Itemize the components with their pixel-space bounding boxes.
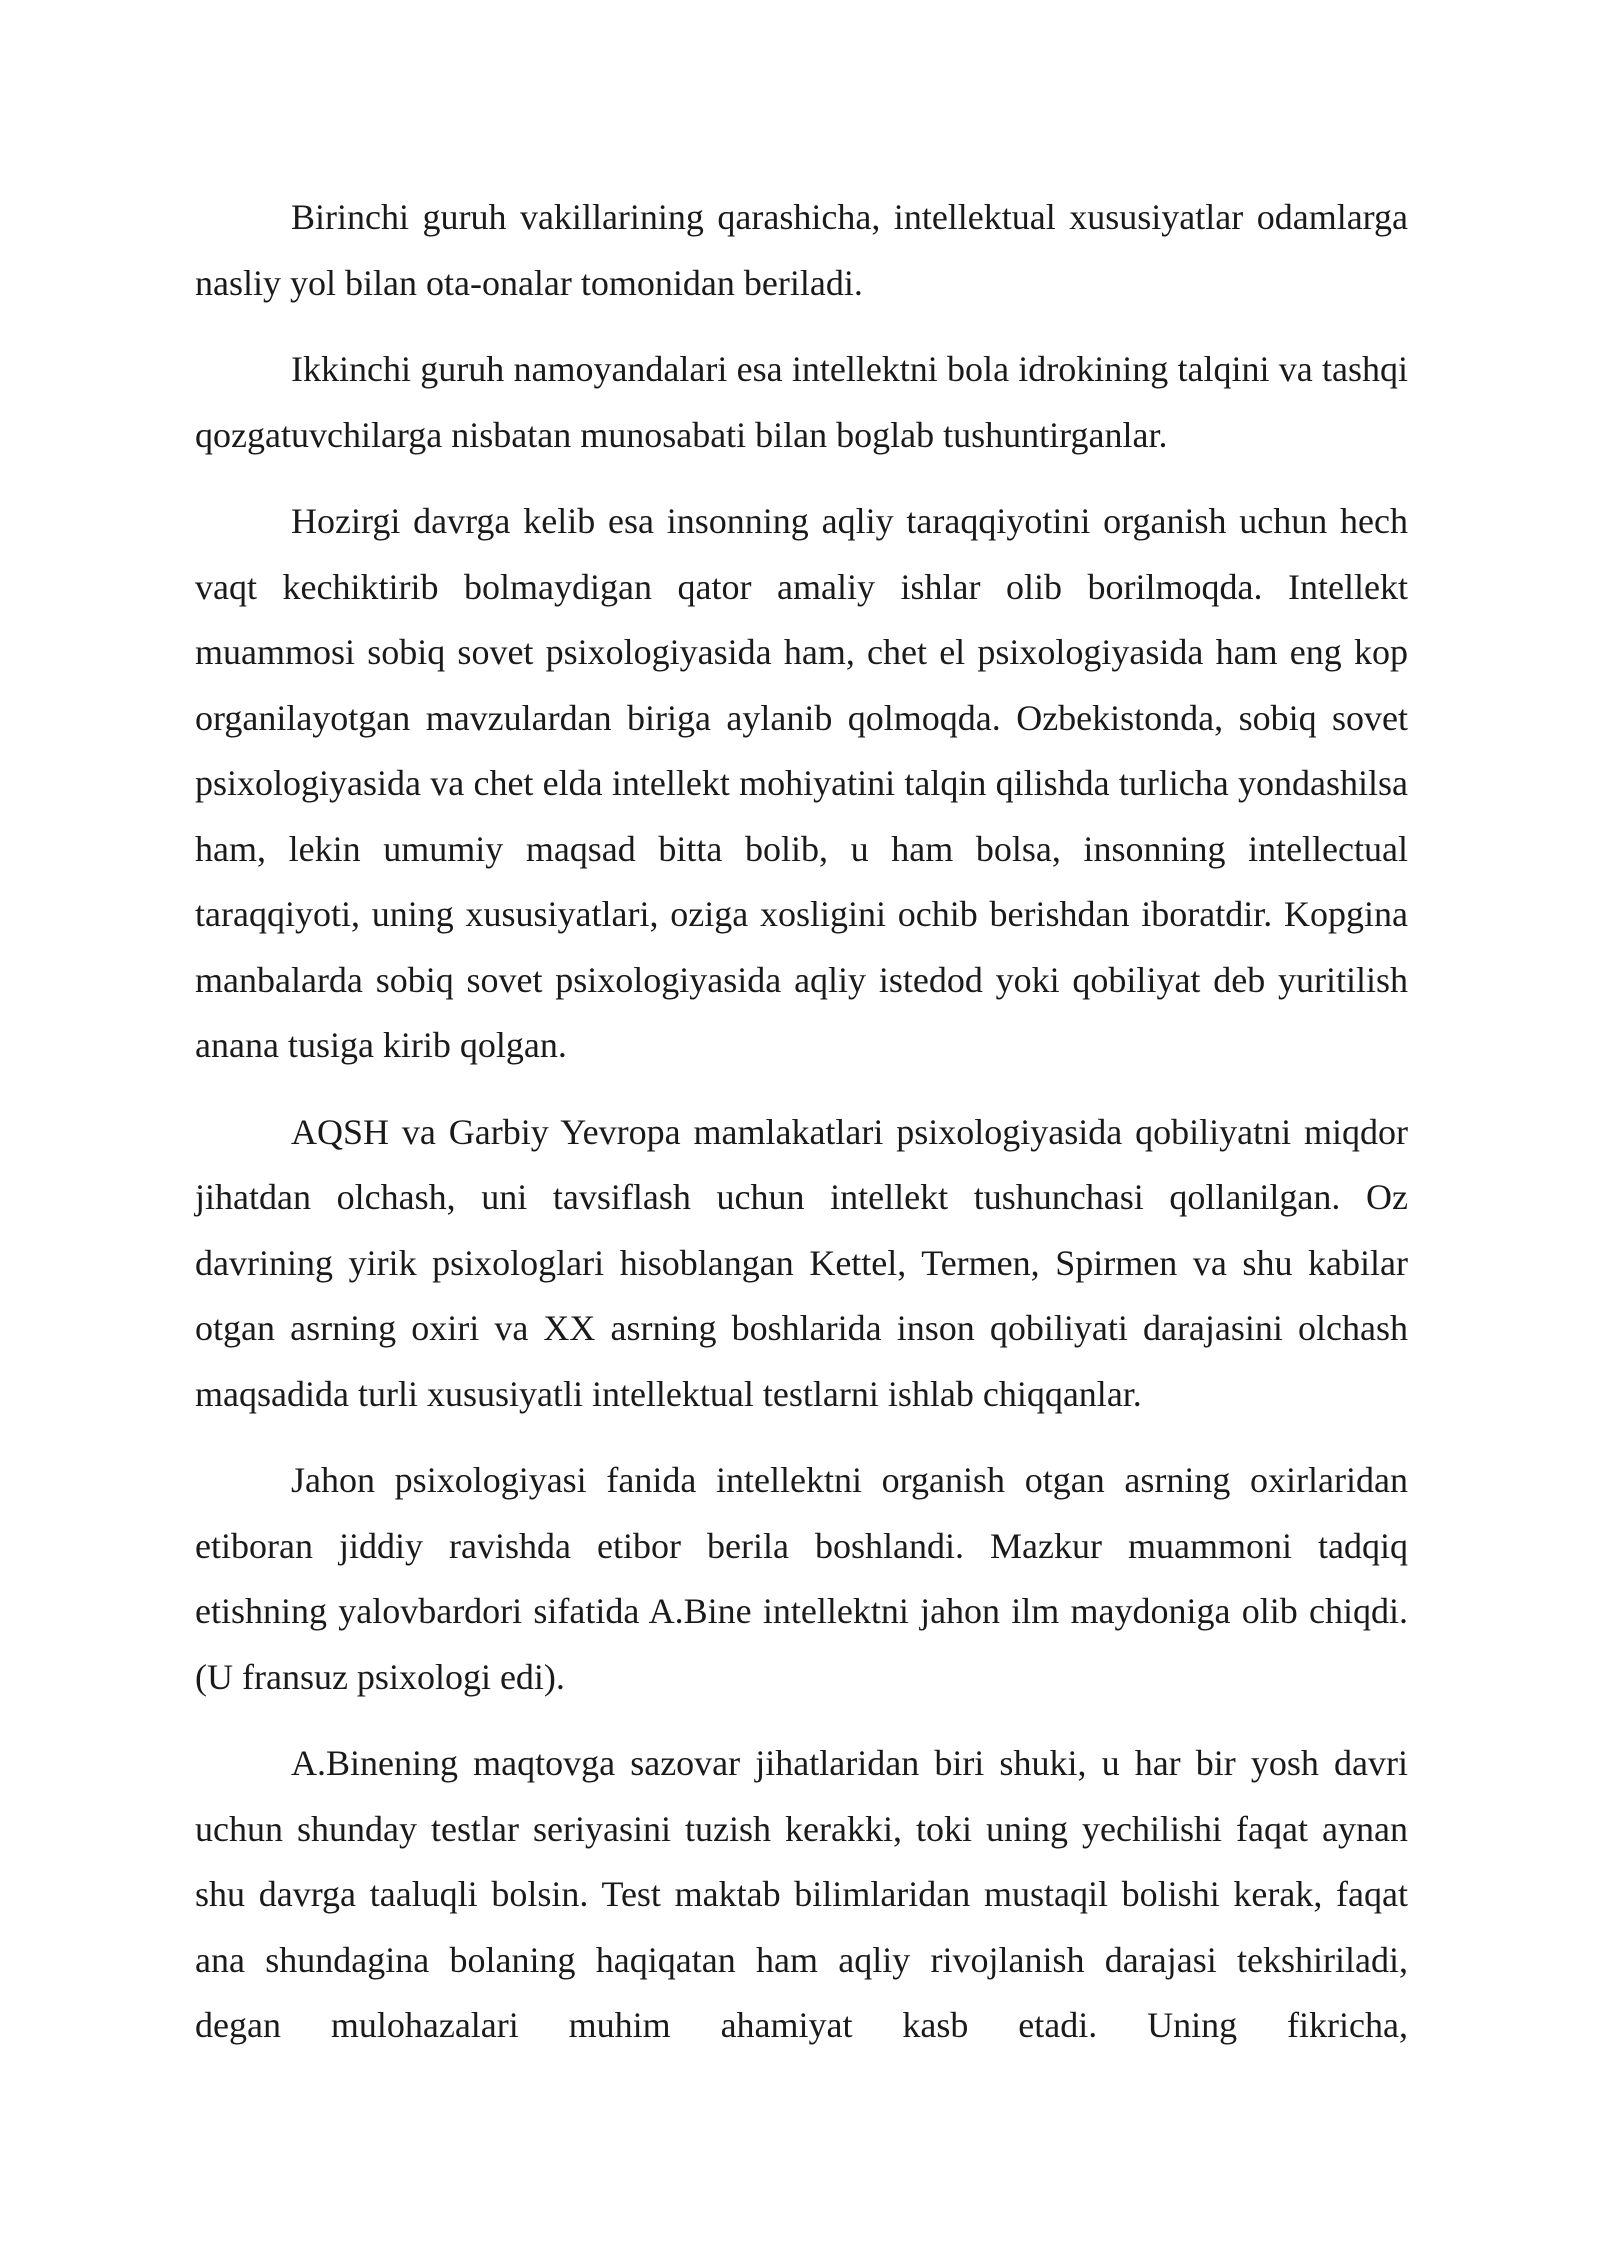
paragraph-2: Ikkinchi guruh namoyandalari esa intellektni bola idrokining talqini va tashqi qozgatuvchilarga nisbatan munosabati bilan boglab tushuntirganlar. bbox=[195, 349, 1408, 455]
paragraph-3: Hozirgi davrga kelib esa insonning aqliy taraqqiyotini organish uchun hech vaqt kechiktirib bolmaydigan qator amaliy ishlar olib borilmoqda. Intellekt muammosi sobiq sovet psixologiyasida ham, chet el psixologiyasida ham eng kop organilayotgan mavzulardan biriga aylanib qolmoqda. Ozbekistonda, sobiq sovet psixologiyasida va chet elda intellekt mohiyatini talqin qilishda turlicha yondashilsa ham, lekin umumiy maqsad bitta bolib, u ham bolsa, insonning intellectual taraqqiyoti, uning xususiyatlari, oziga xosligini ochib berishdan iboratdir. Kopgina manbalarda sobiq sovet psixologiyasida aqliy istedod yoki qobiliyat deb yuritilish anana tusiga kirib qolgan. bbox=[195, 501, 1408, 1065]
document-body bbox=[195, 185, 1408, 2059]
paragraph-1: Birinchi guruh vakillarining qarashicha, intellektual xususiyatlar odamlarga nasliy yol bilan ota-onalar tomonidan beriladi. bbox=[195, 197, 1408, 303]
paragraph-6: A.Binening maqtovga sazovar jihatlaridan biri shuki, u har bir yosh davri uchun shunday testlar seriyasini tuzish kerakki, toki uning yechilishi faqat aynan shu davrga taaluqli bolsin. Test maktab bilimlaridan mustaqil bolishi kerak, faqat ana shundagina bolaning haqiqatan ham aqliy rivojlanish darajasi tekshiriladi, degan mulohazalari muhim ahamiyat kasb etadi. Uning fikricha, bbox=[195, 1743, 1408, 2045]
paragraph-4: AQSH va Garbiy Yevropa mamlakatlari psixologiyasida qobiliyatni miqdor jihatdan olchash, uni tavsiflash uchun intellekt tushunchasi qollanilgan. Oz davrining yirik psixologlari hisoblangan Kettel, Termen, Spirmen va shu kabilar otgan asrning oxiri va XX asrning boshlarida inson qobiliyati darajasini olchash maqsadida turli xususiyatli intellektual testlarni ishlab chiqqanlar. bbox=[195, 1111, 1408, 1414]
paragraph-5: Jahon psixologiyasi fanida intellektni organish otgan asrning oxirlaridan etiboran jiddiy ravishda etibor berila boshlandi. Mazkur muammoni tadqiq etishning yalovbardori sifatida A.Bine intellektni jahon ilm maydoniga olib chiqdi. (U fransuz psixologi edi). bbox=[195, 1460, 1408, 1697]
